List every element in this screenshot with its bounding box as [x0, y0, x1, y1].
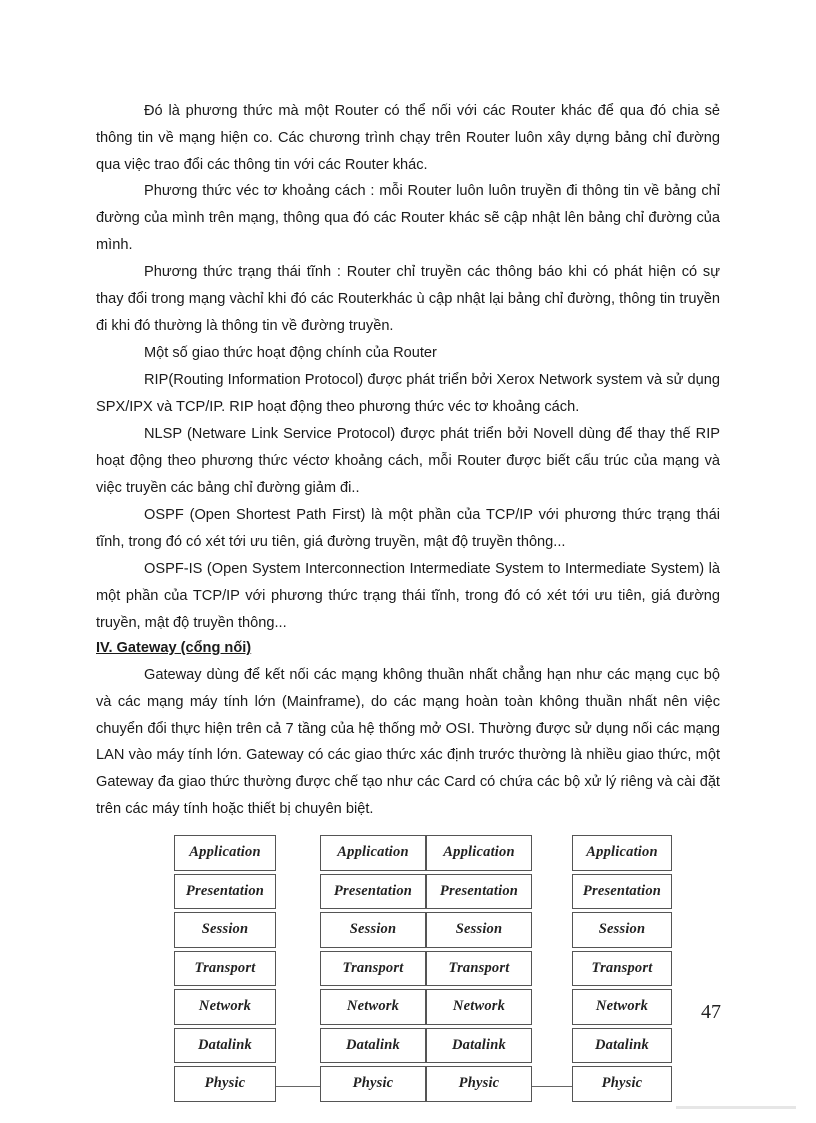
layer-datalink: Datalink — [174, 1028, 276, 1064]
layer-transport: Transport — [572, 951, 672, 987]
layer-physic: Physic — [426, 1066, 532, 1102]
layer-transport: Transport — [320, 951, 426, 987]
layer-network: Network — [174, 989, 276, 1025]
layer-application: Application — [174, 835, 276, 871]
layer-physic: Physic — [572, 1066, 672, 1102]
layer-network: Network — [426, 989, 532, 1025]
layer-session: Session — [320, 912, 426, 948]
layer-presentation: Presentation — [572, 874, 672, 910]
osi-stack-host-b — [572, 835, 672, 1105]
osi-stack-host-a — [174, 835, 276, 1105]
osi-stack-gateway-left — [320, 835, 426, 1105]
layer-physic: Physic — [320, 1066, 426, 1102]
layer-network: Network — [572, 989, 672, 1025]
layer-transport: Transport — [426, 951, 532, 987]
layer-application: Application — [572, 835, 672, 871]
paragraph-protocols-intro: Một số giao thức hoạt động chính của Router — [144, 345, 437, 361]
layer-presentation: Presentation — [174, 874, 276, 910]
paragraph-ospf-is: OSPF-IS (Open System Interconnection Intermediate System to Intermediate System) là một phần của TCP/IP với phương thức trạng thái tĩnh, trong đó có xét tới ưu tiên, giá đường truyền, mật độ truyền thông... — [96, 561, 720, 631]
paragraph-rip: RIP(Routing Information Protocol) được phát triển bởi Xerox Network system và sử dụng SPX/IPX và TCP/IP. RIP hoạt động theo phương thức véc tơ khoảng cách. — [96, 372, 720, 415]
scan-artifact — [676, 1106, 796, 1109]
layer-datalink: Datalink — [426, 1028, 532, 1064]
physical-link-right — [532, 1086, 572, 1087]
paragraph-gateway: Gateway dùng để kết nối các mạng không thuần nhất chẳng hạn như các mạng cục bộ và các mạng máy tính lớn (Mainframe), do các mạng hoàn toàn không thuần nhất nên việc chuyển đổi thực hiện trên cả 7 tầng của hệ thống mở OSI. Thường được sử dụng nối các mạng LAN vào máy tính lớn. Gateway có các giao thức xác định trước thường là nhiều giao thức, một Gateway đa giao thức thường được chế tạo như các Card có chứa các bộ xử lý riêng và cài đặt trên các máy tính hoặc thiết bị chuyên biệt. — [96, 667, 720, 817]
paragraph-nlsp: NLSP (Netware Link Service Protocol) được phát triển bởi Novell dùng để thay thế RIP hoạt động theo phương thức véctơ khoảng cách, mỗi Router được biết cấu trúc của mạng và việc truyền các bảng chỉ đường giảm đi.. — [96, 426, 720, 496]
layer-transport: Transport — [174, 951, 276, 987]
layer-application: Application — [320, 835, 426, 871]
layer-presentation: Presentation — [320, 874, 426, 910]
layer-datalink: Datalink — [572, 1028, 672, 1064]
page-number: 47 — [701, 1001, 721, 1023]
layer-session: Session — [572, 912, 672, 948]
layer-network: Network — [320, 989, 426, 1025]
paragraph-link-state: Phương thức trạng thái tĩnh : Router chỉ truyền các thông báo khi có phát hiện có sự thay đổi trong mạng vàchỉ khi đó các Routerkhác ù cập nhật lại bảng chỉ đường, thông tin truyền đi khi đó thường là thông tin về đường truyền. — [96, 264, 720, 334]
paragraph-ospf: OSPF (Open Shortest Path First) là một phần của TCP/IP với phương thức trạng thái tĩnh, trong đó có xét tới ưu tiên, giá đường truyền, mật độ truyền thông... — [96, 507, 720, 550]
layer-physic: Physic — [174, 1066, 276, 1102]
layer-presentation: Presentation — [426, 874, 532, 910]
layer-session: Session — [174, 912, 276, 948]
layer-session: Session — [426, 912, 532, 948]
section-heading-gateway: IV. Gateway (cổng nối) — [96, 640, 252, 656]
physical-link-left — [276, 1086, 320, 1087]
layer-datalink: Datalink — [320, 1028, 426, 1064]
osi-stack-gateway-right — [426, 835, 532, 1105]
paragraph-distance-vector: Phương thức véc tơ khoảng cách : mỗi Router luôn luôn truyền đi thông tin về bảng chỉ đường của mình trên mạng, thông qua đó các Router khác sẽ cập nhật lên bảng chỉ đường của mình. — [96, 183, 720, 253]
layer-application: Application — [426, 835, 532, 871]
paragraph-router-sharing: Đó là phương thức mà một Router có thể nối với các Router khác để qua đó chia sẻ thông tin về mạng hiện co. Các chương trình chạy trên Router luôn xây dựng bảng chỉ đường qua việc trao đổi các thông tin với các Router khác. — [96, 103, 720, 173]
